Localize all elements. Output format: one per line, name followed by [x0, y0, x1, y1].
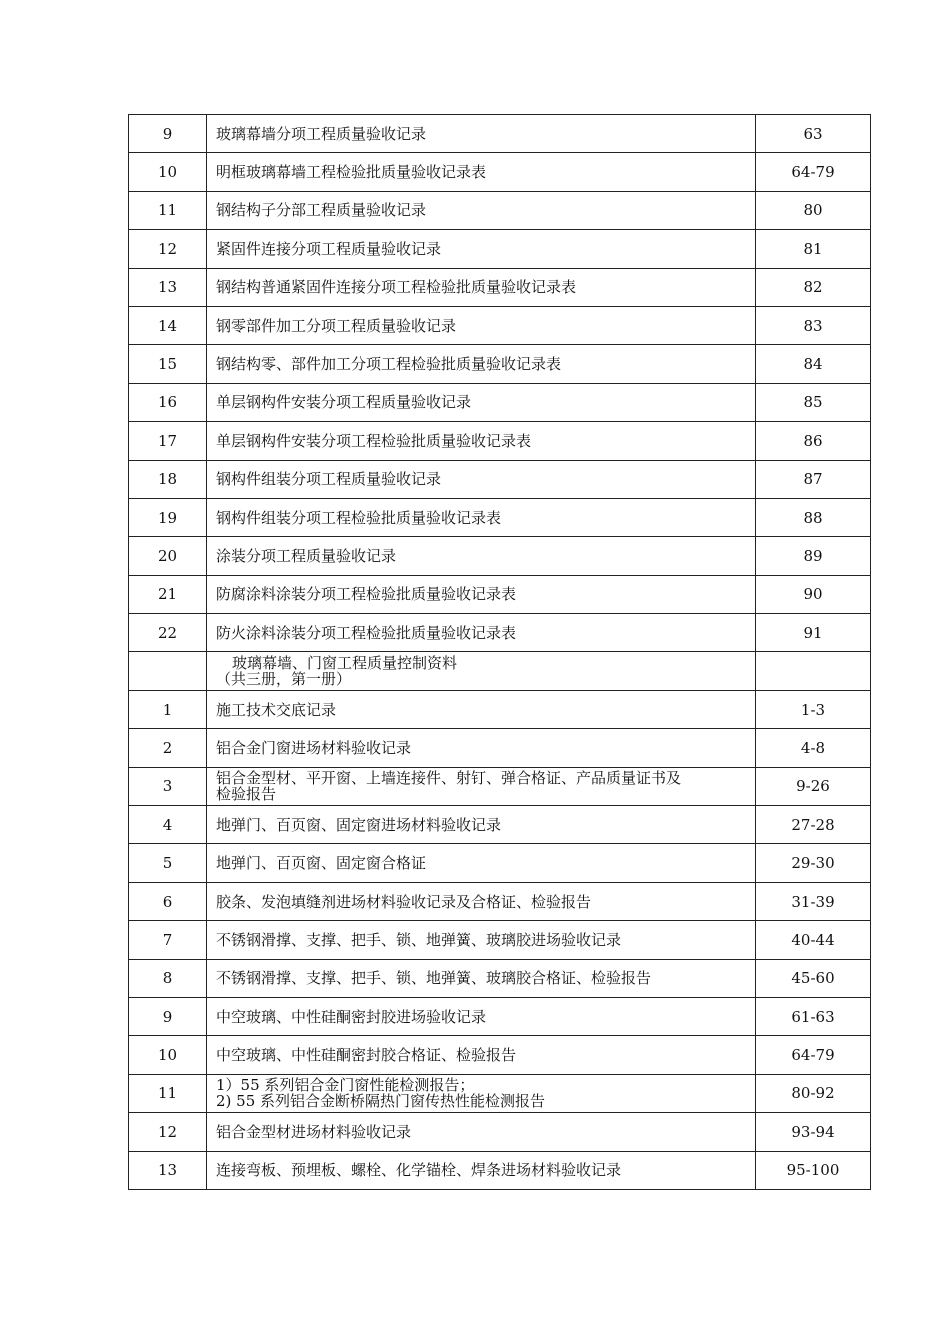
item-number: 7: [129, 921, 207, 959]
toc-row: [129, 268, 871, 306]
page-range: 1-3: [756, 690, 871, 728]
toc-row: [129, 345, 871, 383]
page-range: 31-39: [756, 882, 871, 920]
toc-row: [129, 844, 871, 882]
toc-row: [129, 1074, 871, 1112]
page-range: 85: [756, 383, 871, 421]
item-title: [207, 997, 756, 1035]
toc-row: [129, 1036, 871, 1074]
title-line: 单层钢构件安装分项工程检验批质量验收记录表: [216, 431, 532, 450]
toc-table: [128, 114, 871, 1190]
page-range: 84: [756, 345, 871, 383]
toc-row: [129, 115, 871, 153]
item-number: 11: [129, 191, 207, 229]
title-line: 胶条、发泡填缝剂进场材料验收记录及合格证、检验报告: [216, 892, 592, 911]
title-line: 中空玻璃、中性硅酮密封胶进场验收记录: [216, 1007, 487, 1026]
title-line: 钢零部件加工分项工程质量验收记录: [216, 316, 457, 335]
item-number: 18: [129, 460, 207, 498]
toc-row: [129, 921, 871, 959]
page-range: 89: [756, 537, 871, 575]
title-line: 检验报告: [216, 785, 277, 804]
item-title: [207, 959, 756, 997]
item-title: [207, 921, 756, 959]
title-line: 地弹门、百页窗、固定窗进场材料验收记录: [216, 815, 502, 834]
page-range: 29-30: [756, 844, 871, 882]
title-line: 明框玻璃幕墙工程检验批质量验收记录表: [216, 163, 487, 182]
page-range: 86: [756, 422, 871, 460]
page-range: 80-92: [756, 1074, 871, 1112]
title-line: 不锈钢滑撑、支撑、把手、锁、地弹簧、玻璃胶进场验收记录: [216, 930, 622, 949]
item-number: 10: [129, 1036, 207, 1074]
title-line: 铝合金门窗进场材料验收记录: [216, 738, 412, 757]
title-line: 2) 55 系列铝合金断桥隔热门窗传热性能检测报告: [216, 1092, 546, 1111]
title-line: 玻璃幕墙分项工程质量验收记录: [216, 124, 427, 143]
page-range: 80: [756, 191, 871, 229]
item-number: 12: [129, 230, 207, 268]
toc-row: [129, 997, 871, 1035]
item-number: 15: [129, 345, 207, 383]
item-title: [207, 1151, 756, 1189]
item-number: 6: [129, 882, 207, 920]
item-title: [207, 191, 756, 229]
title-line: 单层钢构件安装分项工程质量验收记录: [216, 393, 472, 412]
toc-row: [129, 422, 871, 460]
item-number: 17: [129, 422, 207, 460]
item-title: [207, 575, 756, 613]
item-number: 21: [129, 575, 207, 613]
item-number: 12: [129, 1113, 207, 1151]
title-line: 1）55 系列铝合金门窗性能检测报告；: [216, 1076, 475, 1095]
item-title: [207, 767, 756, 805]
item-number: 11: [129, 1074, 207, 1112]
section-title: [207, 652, 756, 690]
item-number: 3: [129, 767, 207, 805]
title-line: 防腐涂料涂装分项工程检验批质量验收记录表: [216, 585, 517, 604]
item-title: [207, 268, 756, 306]
page-range: 82: [756, 268, 871, 306]
item-number: 16: [129, 383, 207, 421]
item-title: [207, 614, 756, 652]
page-range: 63: [756, 115, 871, 153]
toc-row: [129, 230, 871, 268]
item-number: 2: [129, 729, 207, 767]
toc-row: [129, 690, 871, 728]
title-line: 钢结构零、部件加工分项工程检验批质量验收记录表: [216, 355, 562, 374]
item-number: 20: [129, 537, 207, 575]
page-range: 90: [756, 575, 871, 613]
toc-row: [129, 806, 871, 844]
toc-row: [129, 1151, 871, 1189]
page-range: 91: [756, 614, 871, 652]
item-title: [207, 690, 756, 728]
item-title: [207, 1036, 756, 1074]
toc-row: [129, 306, 871, 344]
title-line: 连接弯板、预埋板、螺栓、化学锚栓、焊条进场材料验收记录: [216, 1161, 622, 1180]
item-number: 10: [129, 153, 207, 191]
item-number: 9: [129, 997, 207, 1035]
toc-body: [129, 115, 871, 1190]
toc-row: [129, 191, 871, 229]
toc-row: [129, 614, 871, 652]
page-range: 87: [756, 460, 871, 498]
item-title: [207, 1113, 756, 1151]
title-line: 钢构件组装分项工程检验批质量验收记录表: [216, 508, 502, 527]
item-title: [207, 1074, 756, 1112]
item-number: 4: [129, 806, 207, 844]
item-number: [129, 652, 207, 690]
page-range: 64-79: [756, 153, 871, 191]
page-range: 45-60: [756, 959, 871, 997]
title-line: 涂装分项工程质量验收记录: [216, 546, 397, 565]
title-line: 防火涂料涂装分项工程检验批质量验收记录表: [216, 623, 517, 642]
title-line: 紧固件连接分项工程质量验收记录: [216, 239, 442, 258]
item-number: 8: [129, 959, 207, 997]
page-range: 88: [756, 498, 871, 536]
page-range: 4-8: [756, 729, 871, 767]
page-range: [756, 652, 871, 690]
toc-row: [129, 729, 871, 767]
item-number: 19: [129, 498, 207, 536]
title-line: 地弹门、百页窗、固定窗合格证: [216, 854, 427, 873]
item-number: 22: [129, 614, 207, 652]
toc-row: [129, 1113, 871, 1151]
title-line: 施工技术交底记录: [216, 700, 337, 719]
page-range: 27-28: [756, 806, 871, 844]
page-range: 61-63: [756, 997, 871, 1035]
toc-row: [129, 882, 871, 920]
item-number: 5: [129, 844, 207, 882]
page-range: 93-94: [756, 1113, 871, 1151]
title-line: 不锈钢滑撑、支撑、把手、锁、地弹簧、玻璃胶合格证、检验报告: [216, 969, 652, 988]
item-title: [207, 383, 756, 421]
page-range: 81: [756, 230, 871, 268]
item-title: [207, 498, 756, 536]
toc-row: [129, 537, 871, 575]
title-line: （共三册，第一册）: [216, 670, 352, 689]
toc-row: [129, 383, 871, 421]
page-range: 40-44: [756, 921, 871, 959]
item-title: [207, 306, 756, 344]
title-line: 铝合金型材、平开窗、上墙连接件、射钉、弹合格证、产品质量证书及: [216, 769, 682, 788]
title-line: 钢结构子分部工程质量验收记录: [216, 201, 427, 220]
title-line: 玻璃幕墙、门窗工程质量控制资料: [232, 654, 458, 673]
item-title: [207, 806, 756, 844]
item-title: [207, 537, 756, 575]
page-range: 64-79: [756, 1036, 871, 1074]
toc-row: [129, 153, 871, 191]
item-title: [207, 882, 756, 920]
page-range: 95-100: [756, 1151, 871, 1189]
item-title: [207, 729, 756, 767]
item-number: 14: [129, 306, 207, 344]
toc-section-header-row: [129, 652, 871, 690]
toc-row: [129, 498, 871, 536]
title-line: 钢结构普通紧固件连接分项工程检验批质量验收记录表: [216, 278, 577, 297]
item-number: 1: [129, 690, 207, 728]
item-title: [207, 460, 756, 498]
title-line: 中空玻璃、中性硅酮密封胶合格证、检验报告: [216, 1046, 517, 1065]
toc-row: [129, 767, 871, 805]
item-number: 13: [129, 1151, 207, 1189]
item-number: 9: [129, 115, 207, 153]
item-title: [207, 115, 756, 153]
item-title: [207, 844, 756, 882]
toc-row: [129, 460, 871, 498]
page-range: 83: [756, 306, 871, 344]
item-title: [207, 153, 756, 191]
page-range: 9-26: [756, 767, 871, 805]
item-number: 13: [129, 268, 207, 306]
toc-row: [129, 959, 871, 997]
item-title: [207, 230, 756, 268]
toc-row: [129, 575, 871, 613]
item-title: [207, 345, 756, 383]
item-title: [207, 422, 756, 460]
title-line: 钢构件组装分项工程质量验收记录: [216, 470, 442, 489]
title-line: 铝合金型材进场材料验收记录: [216, 1122, 412, 1141]
